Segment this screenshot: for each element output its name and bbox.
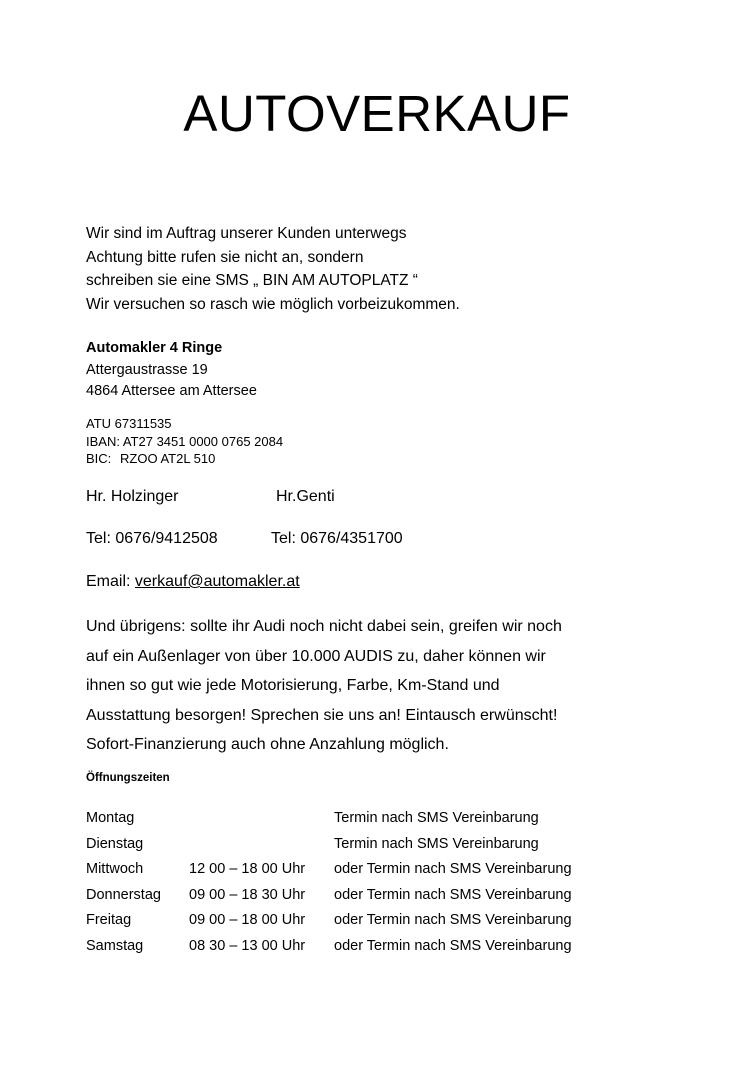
bic-value: RZOO AT2L 510	[120, 451, 216, 466]
hours-time: 09 00 – 18 30 Uhr	[189, 886, 306, 903]
contact-person-1: Hr. Holzinger	[86, 488, 179, 505]
hours-day: Dienstag	[86, 835, 144, 852]
hours-note: oder Termin nach SMS Vereinbarung	[334, 937, 572, 954]
vat-number: ATU 67311535	[86, 416, 172, 431]
hours-day: Freitag	[86, 912, 132, 929]
hours-time: 08 30 – 13 00 Uhr	[189, 937, 306, 954]
bic-label: BIC:	[86, 451, 112, 466]
contact-email	[86, 571, 686, 593]
phone-2[interactable]: Tel: 0676/4351700	[271, 530, 403, 547]
hours-note: Termin nach SMS Vereinbarung	[334, 810, 539, 826]
offer-paragraph	[86, 612, 676, 760]
company-street: Attergaustrasse 19	[86, 361, 208, 378]
paragraph-line-4: Ausstattung besorgen! Sprechen sie uns an! Eintausch erwünscht!	[86, 706, 558, 724]
opening-hours-heading: Öffnungszeiten	[86, 772, 170, 784]
table-row	[86, 857, 686, 883]
table-row	[86, 883, 686, 909]
hours-time: 12 00 – 18 00 Uhr	[189, 861, 306, 878]
paragraph-line-1: Und übrigens: sollte ihr Audi noch nicht dabei sein, greifen wir noch	[86, 618, 562, 635]
hours-day: Donnerstag	[86, 886, 161, 903]
intro-line-1: Wir sind im Auftrag unserer Kunden unterwegs	[86, 225, 407, 242]
contact-phones	[86, 528, 686, 550]
opening-hours-table	[86, 806, 686, 960]
company-city: 4864 Attersee am Attersee	[86, 383, 257, 399]
contact-person-2: Hr.Genti	[276, 488, 335, 505]
hours-day: Montag	[86, 810, 135, 826]
hours-day: Samstag	[86, 937, 144, 954]
contact-persons	[86, 486, 686, 508]
bank-details	[86, 415, 686, 468]
intro-line-2: Achtung bitte rufen sie nicht an, sondern	[86, 248, 364, 266]
table-row	[86, 806, 686, 832]
hours-note: oder Termin nach SMS Vereinbarung	[334, 861, 572, 878]
email-label: Email:	[86, 573, 131, 590]
iban-number: IBAN: AT27 3451 0000 0765 2084	[86, 433, 284, 449]
intro-text	[86, 222, 686, 316]
phone-1[interactable]: Tel: 0676/9412508	[86, 530, 218, 547]
hours-time: 09 00 – 18 00 Uhr	[189, 912, 306, 929]
company-address	[86, 338, 686, 403]
table-row	[86, 832, 686, 858]
email-link[interactable]: verkauf@automakler.at	[134, 573, 300, 590]
table-row	[86, 934, 686, 960]
hours-note: oder Termin nach SMS Vereinbarung	[334, 912, 572, 929]
paragraph-line-2: auf ein Außenlager von über 10.000 AUDIS zu, daher können wir	[86, 647, 546, 665]
page-title: AUTOVERKAUF	[183, 85, 571, 142]
intro-line-4: Wir versuchen so rasch wie möglich vorbeizukommen.	[86, 295, 460, 313]
company-name: Automakler 4 Ringe	[86, 340, 223, 356]
paragraph-line-3: ihnen so gut wie jede Motorisierung, Farbe, Km-Stand und	[86, 677, 500, 694]
hours-day: Mittwoch	[86, 861, 144, 878]
paragraph-line-5: Sofort-Finanzierung auch ohne Anzahlung möglich.	[86, 736, 449, 753]
bic-row	[86, 450, 686, 468]
table-row	[86, 908, 686, 934]
intro-line-3: schreiben sie eine SMS „ BIN AM AUTOPLATZ “	[86, 272, 418, 289]
hours-note: oder Termin nach SMS Vereinbarung	[334, 886, 572, 903]
hours-note: Termin nach SMS Vereinbarung	[334, 835, 539, 852]
